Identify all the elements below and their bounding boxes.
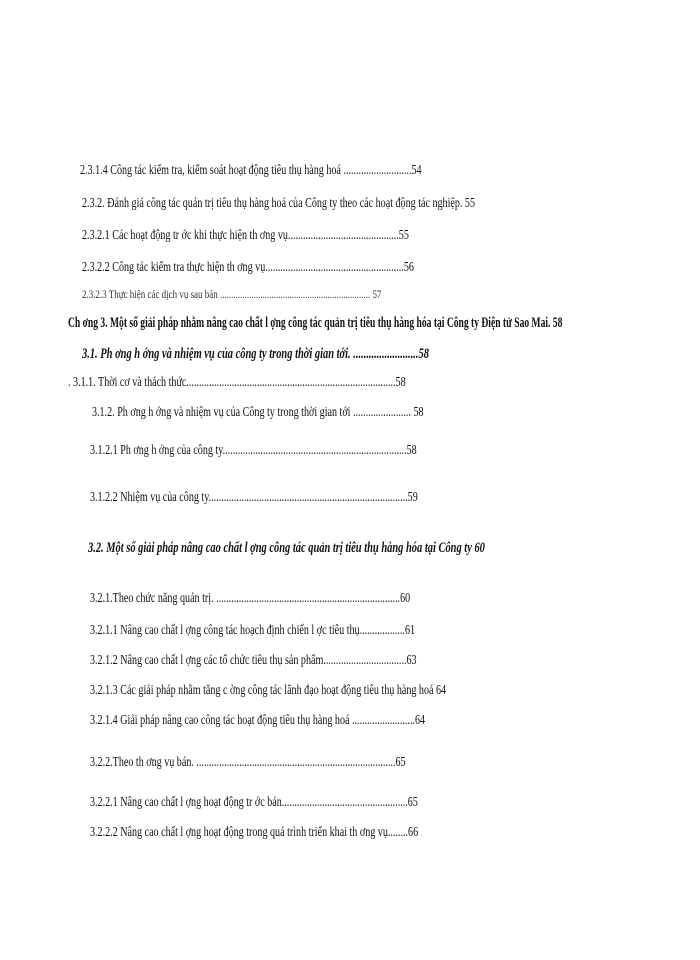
toc-entry-3-1-2: 3.1.2. Ph ơng h ớng và nhiệm vụ của Công ty trong thời gian tới ....................... 58 xyxy=(92,405,424,420)
toc-entry-3-2-1-2: 3.2.1.2 Nâng cao chất l ợng các tổ chức tiêu thụ sản phẩm.................................63 xyxy=(90,653,417,668)
toc-entry-3-2-2-1: 3.2.2.1 Nâng cao chất l ợng hoạt động tr ớc bán..................................................65 xyxy=(90,795,418,810)
toc-entry-3-1-2-1: 3.1.2.1 Ph ơng h ớng của công ty.........................................................................58 xyxy=(90,443,417,458)
toc-entry-3-2-1: 3.2.1.Theo chức năng quản trị. .........................................................................60 xyxy=(90,591,411,606)
toc-entry-2-3-2-2: 2.3.2.2 Công tác kiểm tra thực hiện th ơng vụ.......................................................56 xyxy=(82,260,414,275)
toc-entry-3-2-1-4: 3.2.1.4 Giải pháp nâng cao công tác hoạt động tiêu thụ hàng hoá .........................64 xyxy=(90,713,426,728)
toc-entry-3-2-2-2: 3.2.2.2 Nâng cao chất l ợng hoạt động trong quá trình triển khai th ơng vụ........66 xyxy=(90,825,419,840)
toc-entry-3-2-2: 3.2.2.Theo th ơng vụ bán. ...............................................................................65 xyxy=(90,755,406,770)
toc-entry-2-3-1-4: 2.3.1.4 Công tác kiểm tra, kiểm soát hoạt động tiêu thụ hàng hoá ...........................54 xyxy=(80,163,422,178)
toc-section-3-2: 3.2. Một số giải pháp nâng cao chất l ợng công tác quản trị tiêu thụ hàng hóa tại Công ty 60 xyxy=(88,540,485,556)
toc-entry-3-2-1-3: 3.2.1.3 Các giải pháp nhằm tăng c ờng công tác lãnh đạo hoạt động tiêu thụ hàng hoá 64 xyxy=(90,683,447,698)
toc-entry-2-3-2-1: 2.3.2.1 Các hoạt động tr ớc khi thực hiện th ơng vụ............................................55 xyxy=(82,228,409,243)
toc-section-3-1: 3.1. Ph ơng h ớng và nhiệm vụ của công ty trong thời gian tới. .........................58 xyxy=(82,346,429,362)
toc-chapter-3: Ch ơng 3. Một số giải pháp nhằm nâng cao chất l ợng công tác quản trị tiêu thụ hàng hóa tại Công ty Điện tử Sao Mai. 58 xyxy=(68,315,563,331)
toc-entry-2-3-2-3: 2.3.2.3 Thực hiện các dịch vụ sau bán ................................................................... 57 xyxy=(82,289,382,301)
toc-entry-3-1-1: . 3.1.1. Thời cơ và thách thức...................................................................................58 xyxy=(68,375,406,390)
toc-entry-3-1-2-2: 3.1.2.2 Nhiệm vụ của công ty...............................................................................59 xyxy=(90,490,418,505)
toc-entry-3-2-1-1: 3.2.1.1 Nâng cao chất l ợng công tác hoạch định chiến l ợc tiêu thụ..................61 xyxy=(90,623,416,638)
toc-entry-2-3-2: 2.3.2. Đánh giá công tác quản trị tiêu thụ hàng hoá của Công ty theo các hoạt động tác nghiệp. 55 xyxy=(82,196,476,211)
